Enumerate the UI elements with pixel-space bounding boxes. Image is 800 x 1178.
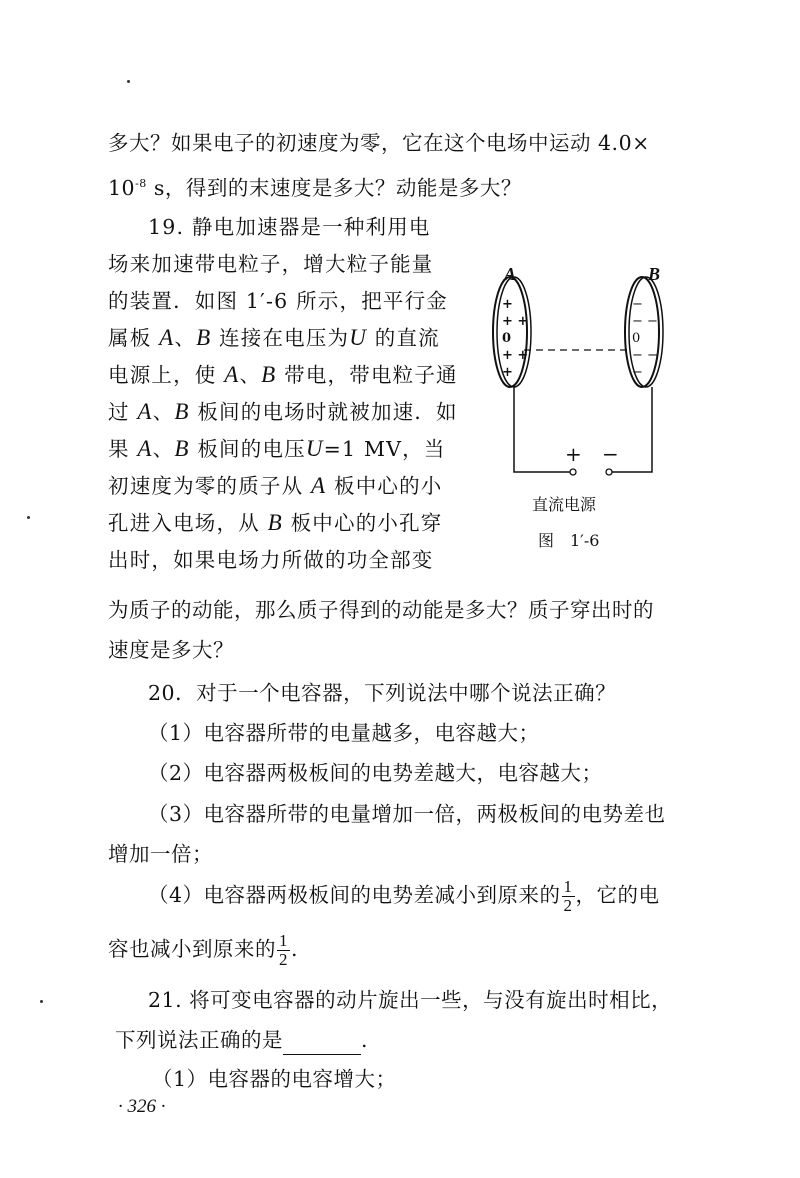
- text-span: 板中心的小孔穿: [282, 511, 443, 535]
- dc-source-label: 直流电源: [532, 495, 597, 514]
- text-span: 、: [152, 400, 175, 424]
- text-line: [108, 323, 440, 353]
- figure-caption: 图 1′-6: [538, 531, 600, 550]
- text-line: 20．对于一个电容器，下列说法中哪个说法正确？: [148, 681, 617, 705]
- text-span: 、: [239, 363, 262, 387]
- plate-label-A: A: [504, 264, 517, 284]
- text-span: 的直流: [367, 326, 440, 350]
- charge-mark: 0: [502, 331, 512, 346]
- var-A: A: [137, 436, 153, 461]
- charge-mark: +: [502, 297, 513, 312]
- text-span: 电源上，使: [108, 363, 225, 387]
- charge-mark: − −: [632, 348, 658, 363]
- option-2: （2）电容器两极板间的电势差越大，电容越大；: [148, 761, 603, 785]
- text-span: 容也减小到原来的: [108, 937, 276, 961]
- option-1: （1）电容器所带的电量越多，电容越大；: [148, 721, 540, 745]
- var-B: B: [261, 362, 277, 387]
- charge-mark: −: [632, 297, 643, 312]
- text-span: 板中心的小: [326, 474, 443, 498]
- text-line: 增加一倍；: [108, 842, 213, 866]
- text-span: 、: [152, 437, 175, 461]
- text-span: 孔进入电场，从: [108, 511, 268, 535]
- var-B: B: [174, 399, 190, 424]
- numerator: 1: [563, 877, 573, 896]
- text-line: 速度是多大？: [108, 638, 234, 662]
- text-span: 带电，带电粒子通: [276, 363, 458, 387]
- var-B: B: [267, 510, 283, 535]
- text-line: [108, 508, 443, 538]
- text-line: [148, 212, 431, 242]
- text-line: [108, 169, 522, 203]
- text-line: [108, 471, 443, 501]
- text-line: 为质子的动能，那么质子得到的动能是多大？质子穿出时的: [108, 598, 654, 622]
- figure-capacitor-accelerator: [480, 262, 690, 562]
- scan-speck: [127, 80, 130, 83]
- text-span: 果: [108, 437, 138, 461]
- var-U: U: [305, 436, 324, 461]
- text-line: [108, 397, 458, 427]
- denominator: 2: [279, 950, 288, 969]
- option-1: （1）电容器的电容增大；: [152, 1067, 397, 1091]
- var-A: A: [311, 473, 327, 498]
- option-4: [148, 878, 660, 915]
- plate-label-B: B: [648, 264, 661, 284]
- exponent: -8: [135, 177, 147, 190]
- page-number: · 326 ·: [118, 1096, 166, 1117]
- text-span: .: [361, 1028, 369, 1052]
- text-line: 多大？如果电子的初速度为零，它在这个电场中运动 4.0×: [108, 131, 650, 155]
- text-span: 连接在电压为: [211, 326, 350, 350]
- text-line: 场来加速带电粒子，增大粒子能量: [108, 252, 434, 276]
- problem-number: 19.: [148, 215, 185, 239]
- numerator: 1: [279, 931, 288, 950]
- option-3: （3）电容器所带的电量增加一倍，两极板间的电势差也: [148, 802, 666, 826]
- fraction-one-half: [562, 878, 575, 915]
- var-U: U: [349, 325, 368, 350]
- charge-mark: + +: [502, 314, 529, 329]
- text-span: （4）电容器两极板间的电势差减小到原来的: [148, 883, 561, 907]
- var-B: B: [196, 325, 212, 350]
- var-A: A: [137, 399, 153, 424]
- text-span: 10: [108, 175, 136, 200]
- var-B: B: [174, 436, 190, 461]
- charge-mark: − −: [632, 314, 658, 329]
- text-line: [108, 360, 458, 390]
- scan-speck: [27, 516, 30, 519]
- text-span: ，它的电: [575, 883, 660, 907]
- text-span: 静电加速器是一种利用电: [191, 215, 431, 239]
- text-span: 初速度为零的质子从: [108, 474, 312, 498]
- fraction-one-half: [277, 932, 290, 969]
- text-span: =1 MV，当: [323, 437, 446, 461]
- text-span: 板间的电场时就被加速．如: [189, 400, 458, 424]
- text-span: 、: [174, 326, 197, 350]
- text-line: [115, 1025, 368, 1055]
- text-span: .: [291, 937, 299, 961]
- text-line: 的装置．如图 1′-6 所示，把平行金: [108, 289, 448, 313]
- text-span: 板间的电压: [189, 437, 306, 461]
- denominator: 2: [563, 896, 573, 915]
- var-A: A: [224, 362, 240, 387]
- text-span: 过: [108, 400, 138, 424]
- terminal-plus: +: [565, 442, 582, 466]
- var-A: A: [159, 325, 175, 350]
- scan-speck: [40, 1000, 43, 1003]
- plate-B-charges: [632, 296, 658, 381]
- text-line: [108, 932, 298, 969]
- charge-mark: 0: [632, 331, 641, 346]
- text-span: s，得到的末速度是多大？动能是多大？: [146, 175, 522, 200]
- text-span: 属板: [108, 326, 160, 350]
- charge-mark: + +: [502, 348, 529, 363]
- charge-mark: +: [502, 365, 513, 380]
- charge-mark: −: [632, 365, 643, 380]
- text-line: 出时，如果电场力所做的功全部变: [108, 548, 434, 572]
- text-line: [108, 434, 446, 464]
- terminal-minus: −: [602, 442, 619, 466]
- plate-A-charges: [502, 296, 528, 381]
- answer-blank[interactable]: [283, 1034, 361, 1055]
- text-span: 下列说法正确的是: [115, 1028, 283, 1052]
- text-line: 21. 将可变电容器的动片旋出一些，与没有旋出时相比，: [148, 988, 673, 1012]
